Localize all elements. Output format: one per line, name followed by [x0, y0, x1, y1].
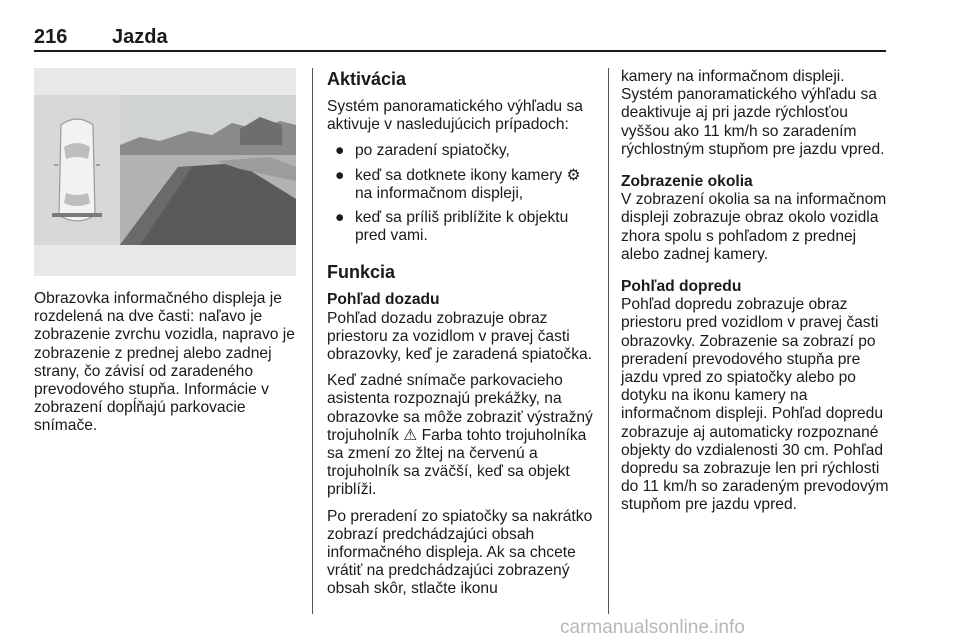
camera-display-figure	[34, 68, 296, 276]
subheading-rear-view: Pohľad dozadu	[327, 291, 440, 309]
section-heading-activation: Aktivácia	[327, 69, 407, 89]
subheading-surround-view: Zobrazenie okolia	[621, 173, 753, 191]
list-item	[327, 167, 595, 203]
activation-intro: Systém panoramatického výhľadu sa aktivuje v nasledujúcich prípadoch:	[327, 98, 583, 134]
list-item	[327, 142, 595, 160]
surround-view-text: V zobrazení okolia sa na informačnom displeji zobrazuje obraz okolo vozidla zhora spolu s pohľadom z prednej alebo zadnej kamery.	[621, 191, 887, 263]
top-view-panel	[34, 95, 120, 245]
section-heading-function: Funkcia	[327, 262, 396, 283]
front-view-text: Pohľad dopredu zobrazuje obraz priestoru pred vozidlom v pravej časti obrazovky. Zobrazenie sa zobrazí po preradení prevodového stupňa pre jazdu vpred zo spiatočky alebo po dotyku na ikonu kamery na informačnom displeji. Pohľad dopredu zobrazuje aj automaticky rozpoznané objekty do vzdialenosti 30 cm. Pohľad dopredu sa zobrazuje len pri rýchlosti do 11 km/h so zaradeným prevodovým stupňom pre jazdu vpred.	[621, 296, 889, 514]
continuation-text: kamery na informačnom displeji. Systém panoramatického výhľadu sa deaktivuje aj pri jazde rýchlosťou vyššou ako 11 km/h so zaradením rýchlostným stupňom pre jazdu vpred.	[621, 68, 885, 158]
text-column-3	[621, 68, 889, 523]
list-item-text: keď sa príliš priblížite k objektu pred vami.	[355, 209, 569, 245]
bullet-symbol: ●	[335, 166, 345, 184]
bullet-symbol: ●	[335, 142, 345, 160]
rear-view-text: Pohľad dozadu zobrazuje obraz priestoru za vozidlom v pravej časti obrazovky, keď je zaradená spiatočka.	[327, 309, 593, 364]
rear-camera-view	[120, 95, 296, 245]
activation-list	[327, 142, 595, 245]
after-reverse-text: Po preradení zo spiatočky sa nakrátko zobrazí predchádzajúci obsah informačného displeja. Ak sa chcete vrátiť na predchádzajúci zobrazený obsah skôr, stlačte ikonu	[327, 507, 593, 598]
page-number: 216	[34, 26, 68, 48]
figure-caption-column	[34, 290, 302, 444]
page-header	[34, 26, 886, 50]
list-item	[327, 209, 595, 245]
figure-caption: Obrazovka informačného displeja je rozdelená na dve časti: naľavo je zobrazenie zvrchu vozidla, napravo je zobrazenie z prednej alebo zadnej strany, čo závisí od zaradeného prevodového stupňa. Informácie v zobrazení dopĺňajú parkovacie snímače.	[34, 290, 295, 435]
bullet-symbol: ●	[335, 209, 345, 227]
watermark: carmanualsonline.info	[560, 617, 745, 638]
sensors-text: Keď zadné snímače parkovacieho asistenta rozpoznajú prekážky, na obrazovke sa môže zobraziť výstražný trojuholník ⚠ Farba tohto trojuholníka sa zmení zo žltej na červenú a trojuholník sa zväčší, keď sa objekt priblíži.	[327, 372, 593, 499]
text-column-2	[327, 68, 595, 607]
car-top-view-icon	[34, 95, 120, 245]
list-item-text: keď sa dotknete ikony kamery ⚙ na informačnom displeji,	[355, 166, 581, 202]
camera-scene-image	[120, 95, 296, 245]
header-rule	[34, 50, 886, 52]
chapter-title: Jazda	[112, 26, 168, 48]
column-divider-2	[608, 68, 609, 614]
list-item-text: po zaradení spiatočky,	[355, 142, 510, 160]
column-divider-1	[312, 68, 313, 614]
subheading-front-view: Pohľad dopredu	[621, 278, 742, 296]
